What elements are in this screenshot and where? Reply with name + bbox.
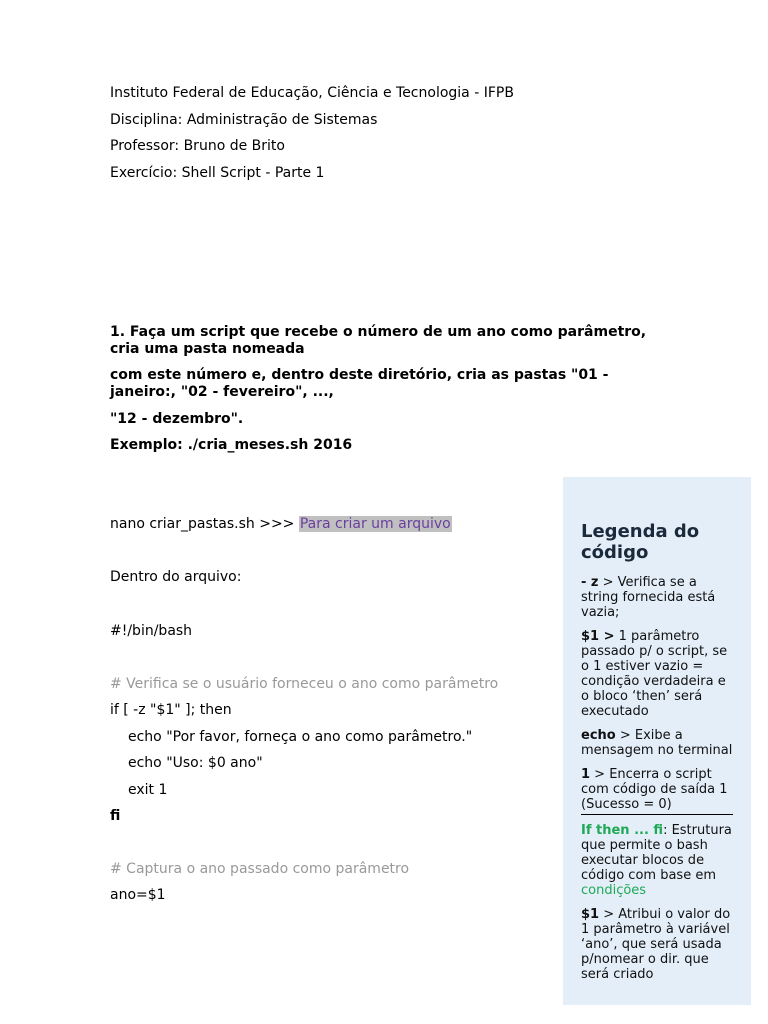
question-example: Exemplo: ./cria_meses.sh 2016 xyxy=(110,437,353,453)
inside-file-label: Dentro do arquivo: xyxy=(110,569,242,585)
legend-key: If then ... fi xyxy=(581,823,664,838)
code-comment-1: # Verifica se o usuário forneceu o ano como parâmetro xyxy=(110,676,499,692)
professor-line: Professor: Bruno de Brito xyxy=(110,138,285,154)
legend-item-echo xyxy=(581,728,735,758)
legend-text: > Atribui o valor do 1 parâmetro à variável ‘ano’, que será usada p/nomear o dir. que será criado xyxy=(581,907,731,982)
nano-command: nano criar_pastas.sh >>> xyxy=(110,516,295,532)
legend-text: > Exibe a mensagem no terminal xyxy=(581,728,733,758)
question-line-3: "12 - dezembro". xyxy=(110,411,244,427)
legend-item-z xyxy=(581,575,735,620)
discipline-line: Disciplina: Administração de Sistemas xyxy=(110,112,378,128)
legend-extra: condições xyxy=(581,883,647,898)
legend-item-param xyxy=(581,629,735,719)
code-comment-2: # Captura o ano passado como parâmetro xyxy=(110,861,410,877)
legend-text: 1 parâmetro passado p/ o script, se o 1 estiver vazio = condição verdadeira e o bloco ‘then’ será executado xyxy=(581,629,728,719)
legend-key: $1 xyxy=(581,907,600,922)
legend-text: > Encerra o script com código de saída 1 (Sucesso = 0) xyxy=(581,767,728,812)
question-line-1: 1. Faça um script que recebe o número de um ano como parâmetro, cria uma pasta nomeada xyxy=(110,324,647,357)
nano-note-highlight: Para criar um arquivo xyxy=(299,516,451,532)
code-fi: fi xyxy=(110,808,121,824)
institution-line: Instituto Federal de Educação, Ciência e Tecnologia - IFPB xyxy=(110,85,514,101)
code-shebang: #!/bin/bash xyxy=(110,623,193,639)
legend-item-assign xyxy=(581,907,735,982)
legend-content xyxy=(581,521,735,989)
exercise-line: Exercício: Shell Script - Parte 1 xyxy=(110,165,325,181)
code-assign: ano=$1 xyxy=(110,887,166,903)
legend-item-if xyxy=(581,823,735,898)
code-echo-1: echo "Por favor, forneça o ano como parâmetro." xyxy=(128,729,473,745)
nano-command-line xyxy=(110,516,452,533)
legend-sidebar xyxy=(563,477,751,1005)
legend-text: : Estrutura que permite o bash executar blocos de código com base em xyxy=(581,823,732,883)
legend-key: $1 > xyxy=(581,629,615,644)
code-echo-2: echo "Uso: $0 ano" xyxy=(128,755,263,771)
legend-title: Legenda do código xyxy=(581,521,700,563)
legend-divider xyxy=(581,814,733,815)
code-if-line: if [ -z "$1" ]; then xyxy=(110,702,232,718)
legend-text: > Verifica se a string fornecida está vazia; xyxy=(581,575,716,620)
question-line-2: com este número e, dentro deste diretório, cria as pastas "01 - janeiro:, "02 - fevereiro", ..., xyxy=(110,367,609,400)
legend-key: echo xyxy=(581,728,616,743)
code-exit: exit 1 xyxy=(128,782,168,798)
legend-key: - z xyxy=(581,575,599,590)
legend-key: 1 xyxy=(581,767,591,782)
legend-item-exit xyxy=(581,767,735,812)
